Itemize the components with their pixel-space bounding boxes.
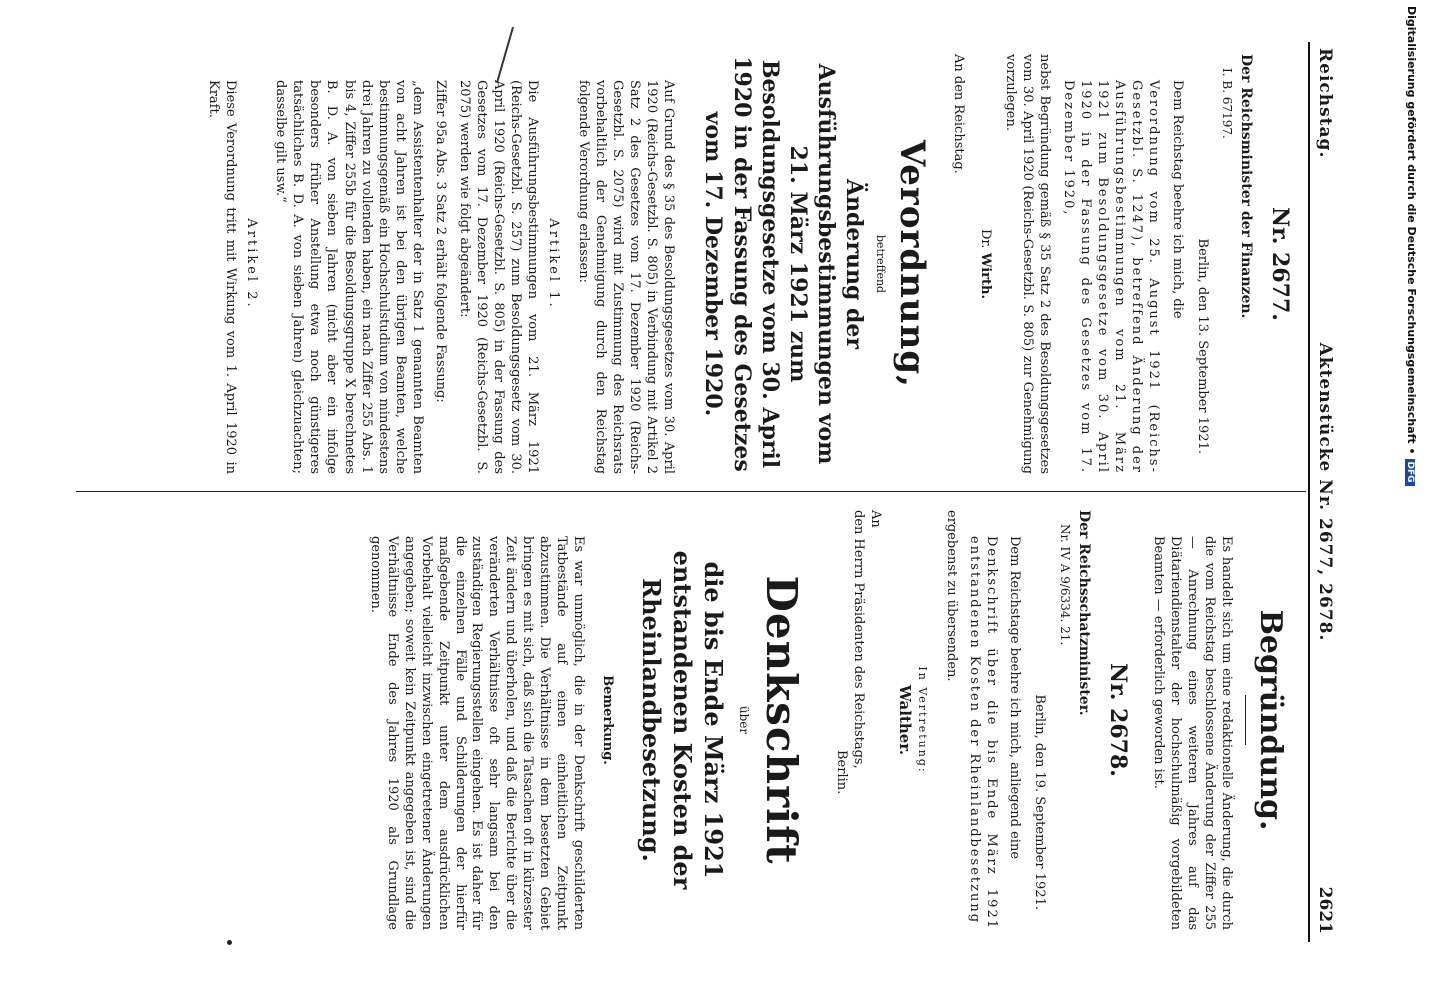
digitization-credit-text: Digitalisierung gefördert durch die Deutsche Forschungsgemeinschaft • xyxy=(1405,6,1418,455)
page-number: 2621 xyxy=(1315,886,1335,934)
column-divider xyxy=(76,491,1306,492)
doc-2678-reference: Nr. IV A 9/6334. 21. xyxy=(1058,524,1073,646)
doc-2678-addressee: den Herrn Präsidenten des Reichstags, xyxy=(851,510,867,769)
doc-2678-an: An xyxy=(868,510,884,528)
begruendung-heading: Begründung. xyxy=(1253,609,1288,831)
artikel-2-text: Diese Verordnung tritt mit Wirkung vom 1. April 1920 in Kraft. xyxy=(205,80,238,474)
left-column xyxy=(198,54,1296,474)
doc-2678-signature: Walther. xyxy=(896,684,914,756)
digitization-credit xyxy=(1405,6,1418,606)
running-head-center: Aktenstücke Nr. 2677, 2678. xyxy=(1315,342,1335,642)
verordnung-title: Änderung der Ausführungsbestimmungen vom 21. März 1921 zum Besoldungsgesetze vom 30. April 1920 in der Fassung des Gesetzes vom 17. Dezember 1920. xyxy=(700,56,868,472)
doc-2678-date: Berlin, den 19. September 1921. xyxy=(1032,694,1048,910)
doc-2678-body: Denkschrift über die bis Ende März 1921 entstandenen Kosten der Rheinlandbesetzung xyxy=(966,536,999,930)
doc-2677-number: Nr. 2677. xyxy=(1267,207,1293,321)
denkschrift-heading: Denkschrift xyxy=(756,575,806,865)
doc-2677-closing: nebst Begründung gemäß § 35 Satz 2 des Besoldungsgesetzes vom 30. April 1920 (Reichs-Gesetzbl. S. 805) zur Genehmigung vorzulegen. xyxy=(1003,54,1053,474)
bemerkung-text: Es war unmöglich, die in der Denkschrift geschilderten Tatbestände auf einen einheitlichen Zeitpunkt abzustimmen. Die Verhältnisse in dem besetzten Gebiet bringen es mit sich, daß sich die Tatsachen oft in kürzester Zeit ändern und überholen, und daß die Berichte über die veränderten Verhältnisse oft sehr langsam bei den zuständigen Regierungsstellen eingehen. Es ist daher für die einzelnen Fälle und Schilderungen der hierfür maßgebende Zeitpunkt unter dem ausdrücklichen Vorbehalt vielleicht inzwischen eingetretener Änderungen angegeben; soweit kein Zeitpunkt angegeben ist, sind die Verhältnisse Ende des Jahres 1920 als Grundlage genommen. xyxy=(368,536,586,930)
right-column xyxy=(353,510,1296,930)
doc-2678-vertretung: In Vertretung: xyxy=(915,666,929,774)
ziffer-intro: Ziffer 95a Abs. 3 Satz 2 erhält folgende Fassung: xyxy=(433,80,449,403)
doc-2677-signature: Wirth. xyxy=(977,252,993,300)
doc-2678-closing: ergebenst zu übersenden. xyxy=(943,510,959,682)
doc-2677-intro: Dem Reichstag beehre ich mich, die xyxy=(1169,80,1185,319)
verordnung-betreffend: betreffend xyxy=(873,234,887,294)
artikel-1-text: Die Ausführungsbestimmungen vom 21. März 1921 (Reichs-Gesetzbl. S. 257) zum Besoldungsgesetz vom 30. April 1920 (Reichs-Gesetzbl. S. 805) in der Fassung des Gesetzes vom 17. Dezember 1920 (Reichs-Gesetzbl. S. 2075) werden wie folgt abgeändert: xyxy=(456,80,541,474)
verordnung-preamble: Auf Grund des § 35 des Besoldungsgesetzes vom 30. April 1920 (Reichs-Gesetzbl. S. 805) in Verbindung mit Artikel 2 Satz 2 des Gesetzes vom 17. Dezember 1920 (Reichs-Gesetzbl. S. 2075) wird mit Zustimmung des Reichsrats vorbehaltlich der Genehmigung durch den Reichstag folgende Verordnung erlassen: xyxy=(575,80,677,474)
doc-2678-number: Nr. 2678. xyxy=(1104,663,1131,777)
denkschrift-ueber: über xyxy=(737,705,752,735)
doc-2678-intro: Dem Reichstage beehre ich mich, anliegend eine xyxy=(1007,536,1023,860)
artikel-2-label: Artikel 2. xyxy=(243,218,259,310)
artikel-1-label: Artikel 1. xyxy=(546,218,562,310)
dfg-badge: DFG xyxy=(1405,459,1415,486)
begruendung-text: Es handelt sich um eine redaktionelle Änderung, die durch die vom Reichstag beschlossene Änderung der Ziffer 255 — Anrechnung eines weiteren Jahres auf das Diätariendienstalter der hochschulmäßig vorgebildeten Beamten — erforderlich geworden ist. xyxy=(1150,536,1235,930)
header-rule xyxy=(1308,42,1310,942)
doc-2678-city: Berlin. xyxy=(833,750,849,795)
ziffer-quote: „dem Assistentenhalter der in Satz 1 genannten Beamten von acht Jahren ist bei den übrigen Beamten, welche bestimmungsgemäß ein Hochschulstudium von mindestens drei Jahren zu vollenden haben, ein nach Ziffer 255 Abs. 1 bis 4, Ziffer 255b für die Besoldungsgruppe X berechnetes B. D. A. von sieben Jahren (nicht aber ein infolge besonders früher Anstellung etwa noch günstigeres tatsächliches B. D. A. von sieben Jahren) gleichzuachten; dasselbe gilt usw.“ xyxy=(273,80,426,474)
running-head-left: Reichstag. xyxy=(1315,48,1335,159)
begruendung-rule xyxy=(1245,695,1246,745)
doc-2677-addressee: An den Reichstag. xyxy=(950,54,966,174)
verordnung-heading: Verordnung, xyxy=(891,140,932,388)
bemerkung-label: Bemerkung. xyxy=(599,675,615,765)
running-head xyxy=(1314,42,1340,942)
rotated-document-page xyxy=(50,42,1340,942)
doc-2678-sender: Der Reichsschatzminister. xyxy=(1075,510,1092,716)
doc-2677-signature-line xyxy=(977,54,994,474)
doc-2677-signature-prefix: Dr. xyxy=(977,228,993,249)
doc-2677-sender: Der Reichsminister der Finanzen. xyxy=(1237,54,1254,319)
doc-2677-body: Verordnung vom 25. August 1921 (Reichs-Gesetzbl. S. 1247), betreffend Änderung der Ausführungsbestimmungen vom 21. März 1921 zum Besoldungsgesetze vom 30. April 1920 in der Fassung des Gesetzes vom 17. Dezember 1920, xyxy=(1060,80,1162,474)
denkschrift-title: die bis Ende März 1921 entstandenen Kosten der Rheinlandbesetzung. xyxy=(637,550,729,890)
doc-2677-date: Berlin, den 13. September 1921. xyxy=(1194,238,1210,454)
doc-2677-reference: I. B. 67197. xyxy=(1220,68,1235,139)
